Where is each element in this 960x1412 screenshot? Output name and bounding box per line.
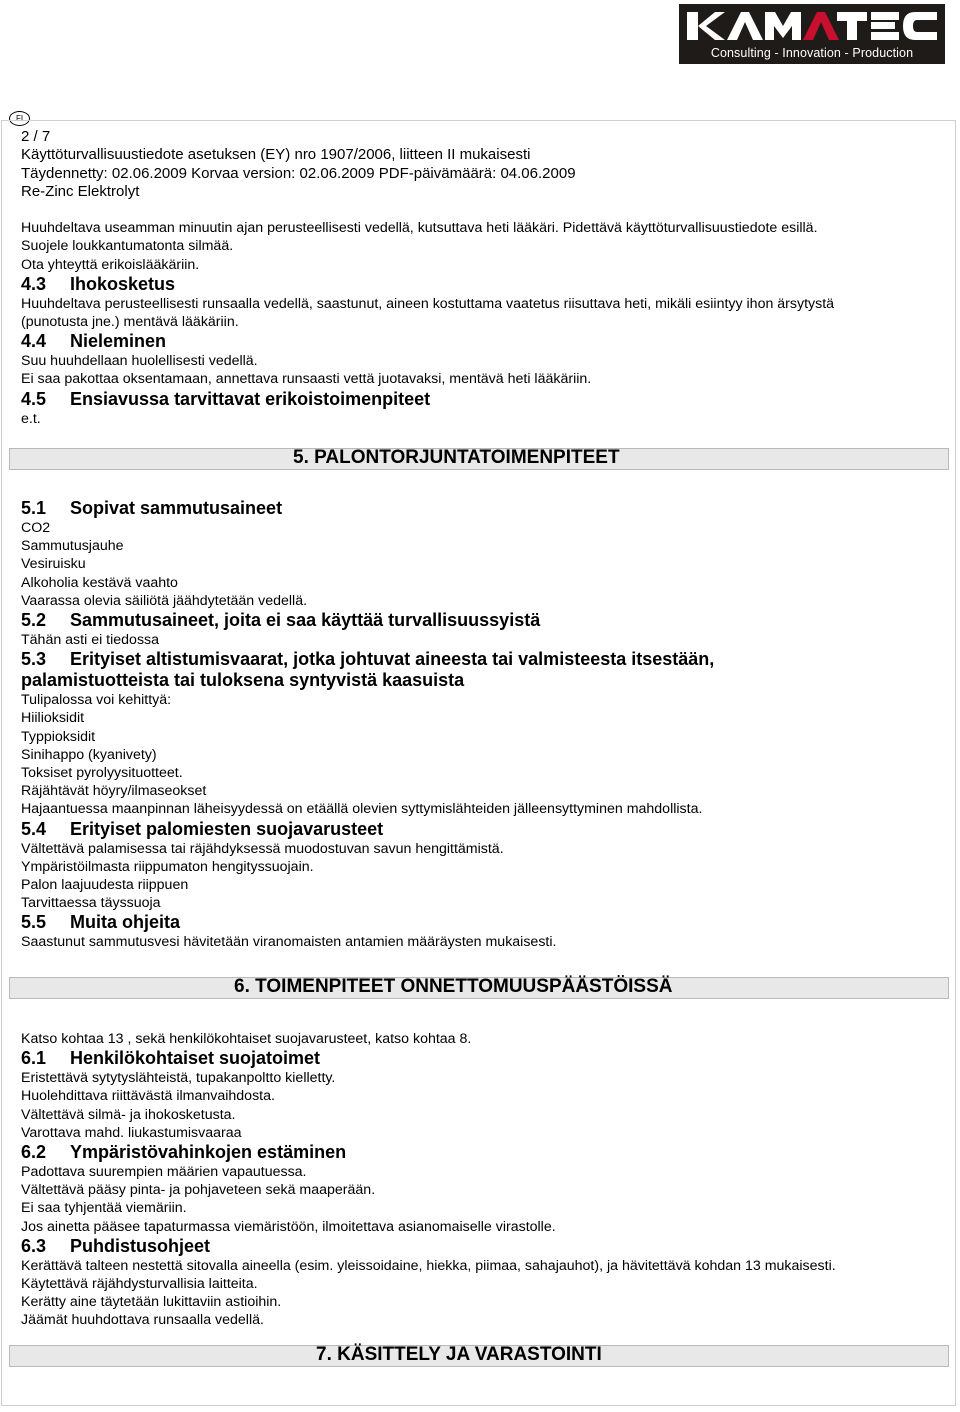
section-number: 5.3 bbox=[21, 649, 47, 670]
section-title: Sopivat sammutusaineet bbox=[70, 498, 283, 518]
section-title: Nieleminen bbox=[70, 331, 167, 352]
text-line: Kerättävä talteen nestettä sitovalla aineella (esim. yleissoidaine, hiekka, piimaa, sahajauhot), ja hävitettävä kohdan 13 mukaisesti. bbox=[21, 1257, 836, 1274]
section-heading-6-2 bbox=[21, 1142, 951, 1163]
text-line: Vesiruisku bbox=[21, 556, 86, 573]
text-line: Ota yhteyttä erikoislääkäriin. bbox=[21, 256, 200, 273]
text-line: Huuhdeltava perusteellisesti runsaalla vedellä, saastunut, aineen kostuttama vaatetus riisuttava heti, mikäli esiintyy ihon ärsytystä bbox=[21, 295, 835, 312]
country-badge: FI bbox=[9, 111, 30, 126]
section-banner-6 bbox=[9, 977, 949, 999]
logo-wordmark bbox=[679, 4, 945, 50]
text-line: Hiilioksidit bbox=[21, 710, 85, 727]
section-heading-4-5 bbox=[21, 389, 941, 410]
text-line: e.t. bbox=[21, 410, 41, 427]
section-number: 6.1 bbox=[21, 1048, 47, 1069]
text-line: Ei saa tyhjentää viemäriin. bbox=[21, 1200, 187, 1217]
logo-tagline: Consulting - Innovation - Production bbox=[710, 46, 914, 60]
section-heading-5-5 bbox=[21, 912, 951, 933]
product-name: Re-Zinc Elektrolyt bbox=[21, 182, 140, 200]
section-5-body bbox=[21, 498, 951, 952]
section-title: Henkilökohtaiset suojatoimet bbox=[70, 1048, 321, 1069]
text-line: Vältettävä pääsy pinta- ja pohjaveteen sekä maaperään. bbox=[21, 1182, 376, 1199]
banner-title: 5. PALONTORJUNTATOIMENPITEET bbox=[293, 447, 620, 468]
text-line: Jäämät huuhdottava runsaalla vedellä. bbox=[21, 1312, 264, 1329]
text-line: CO2 bbox=[21, 520, 51, 536]
section-title: Muita ohjeita bbox=[70, 912, 181, 933]
banner-title: 6. TOIMENPITEET ONNETTOMUUSPÄÄSTÖISSÄ bbox=[234, 976, 673, 997]
text-line: Hajaantuessa maanpinnan läheisyydessä on etäällä olevien syttymislähteiden jälleensyttyminen mahdollista. bbox=[21, 801, 703, 818]
section-heading-5-3 bbox=[21, 649, 951, 670]
dates-line: Täydennetty: 02.06.2009 Korvaa version: 02.06.2009 PDF-päivämäärä: 04.06.2009 bbox=[21, 164, 576, 182]
section-number: 5.4 bbox=[21, 818, 47, 839]
section-number: 4.3 bbox=[21, 273, 47, 294]
text-line: Saastunut sammutusvesi hävitetään viranomaisten antamien määräysten mukaisesti. bbox=[21, 934, 557, 951]
text-line: Kerätty aine täytetään lukittaviin astioihin. bbox=[21, 1294, 282, 1311]
section-heading-4-3 bbox=[21, 274, 941, 295]
text-line: Suojele loukkantumatonta silmää. bbox=[21, 238, 234, 255]
section-title-continued: palamistuotteista tai tuloksena syntyvistä kaasuista bbox=[21, 670, 465, 691]
text-line: Typpioksidit bbox=[21, 728, 96, 745]
text-line: Alkoholia kestävä vaahto bbox=[21, 574, 178, 591]
page-number: 2 / 7 bbox=[21, 128, 51, 145]
section-heading-5-1 bbox=[21, 498, 951, 519]
text-line: Tulipalossa voi kehittyä: bbox=[21, 692, 172, 709]
section-number: 4.4 bbox=[21, 331, 47, 352]
section-title: Ihokosketus bbox=[70, 273, 176, 294]
section-heading-6-3 bbox=[21, 1236, 951, 1257]
text-line: Eristettävä sytytyslähteistä, tupakanpoltto kielletty. bbox=[21, 1070, 336, 1087]
section-number: 5.1 bbox=[21, 498, 47, 518]
section-heading-5-2 bbox=[21, 610, 951, 631]
text-line: Sinihappo (kyanivety) bbox=[21, 746, 157, 763]
section-title: Erityiset altistumisvaarat, jotka johtuvat aineesta tai valmisteesta itsestään, bbox=[70, 649, 715, 670]
text-line: Katso kohtaa 13 , sekä henkilökohtaiset suojavarusteet, katso kohtaa 8. bbox=[21, 1031, 472, 1047]
banner-title: 7. KÄSITTELY JA VARASTOINTI bbox=[316, 1344, 602, 1365]
section-heading-6-1 bbox=[21, 1048, 951, 1069]
text-line: Tähän asti ei tiedossa bbox=[21, 632, 160, 649]
text-line: Räjähtävät höyry/ilmaseokset bbox=[21, 783, 207, 800]
section-title: Erityiset palomiesten suojavarusteet bbox=[70, 818, 384, 839]
section-heading-4-4 bbox=[21, 331, 941, 352]
page-content bbox=[21, 128, 941, 428]
text-line: Huuhdeltava useamman minuutin ajan perusteellisesti vedellä, kutsuttava heti lääkäri. Pidettävä käyttöturvallisuustiedote esillä. bbox=[21, 220, 818, 237]
section-6-body bbox=[21, 1030, 951, 1330]
text-line: Vältettävä palamisessa tai räjähdyksessä muodostuvan savun hengittämistä. bbox=[21, 840, 504, 857]
section-number: 6.2 bbox=[21, 1142, 47, 1163]
section-title: Puhdistusohjeet bbox=[70, 1235, 211, 1256]
company-logo bbox=[679, 4, 945, 64]
text-line: (punotusta jne.) mentävä lääkäriin. bbox=[21, 314, 239, 330]
regulation-line: Käyttöturvallisuustiedote asetuksen (EY) nro 1907/2006, liitteen II mukaisesti bbox=[21, 146, 531, 164]
text-line: Vältettävä silmä- ja ihokosketusta. bbox=[21, 1106, 236, 1123]
text-line: Toksiset pyrolyysituotteet. bbox=[21, 765, 183, 782]
section-number: 4.5 bbox=[21, 388, 47, 409]
section-title: Ensiavussa tarvittavat erikoistoimenpiteet bbox=[70, 388, 431, 409]
text-line: Ei saa pakottaa oksentamaan, annettava runsaasti vettä juotavaksi, mentävä heti lääkäriin. bbox=[21, 371, 592, 388]
text-line: Padottava suurempien määrien vapautuessa. bbox=[21, 1164, 307, 1181]
text-line: Huolehdittava riittävästä ilmanvaihdosta. bbox=[21, 1088, 275, 1105]
text-line: Vaarassa olevia säiliötä jäähdytetään vedellä. bbox=[21, 592, 308, 609]
section-title: Sammutusaineet, joita ei saa käyttää turvallisuussyistä bbox=[70, 610, 541, 631]
text-line: Varottava mahd. liukastumisvaaraa bbox=[21, 1124, 242, 1141]
text-line: Tarvittaessa täyssuoja bbox=[21, 895, 161, 912]
text-line: Suu huuhdellaan huolellisesti vedellä. bbox=[21, 353, 258, 370]
section-heading-5-4 bbox=[21, 819, 951, 840]
text-line: Sammutusjauhe bbox=[21, 538, 124, 555]
text-line: Palon laajuudesta riippuen bbox=[21, 877, 189, 894]
text-line: Jos ainetta pääsee tapaturmassa viemäristöön, ilmoitettava asianomaiselle virastolle. bbox=[21, 1218, 556, 1235]
text-line: Ympäristöilmasta riippumaton hengityssuojain. bbox=[21, 858, 314, 875]
section-title: Ympäristövahinkojen estäminen bbox=[70, 1142, 347, 1163]
section-number: 6.3 bbox=[21, 1235, 47, 1256]
section-number: 5.2 bbox=[21, 610, 47, 631]
section-banner-5 bbox=[9, 448, 949, 470]
section-banner-7 bbox=[9, 1345, 949, 1367]
section-number: 5.5 bbox=[21, 912, 47, 933]
text-line: Käytettävä räjähdysturvallisia laitteita. bbox=[21, 1276, 258, 1293]
